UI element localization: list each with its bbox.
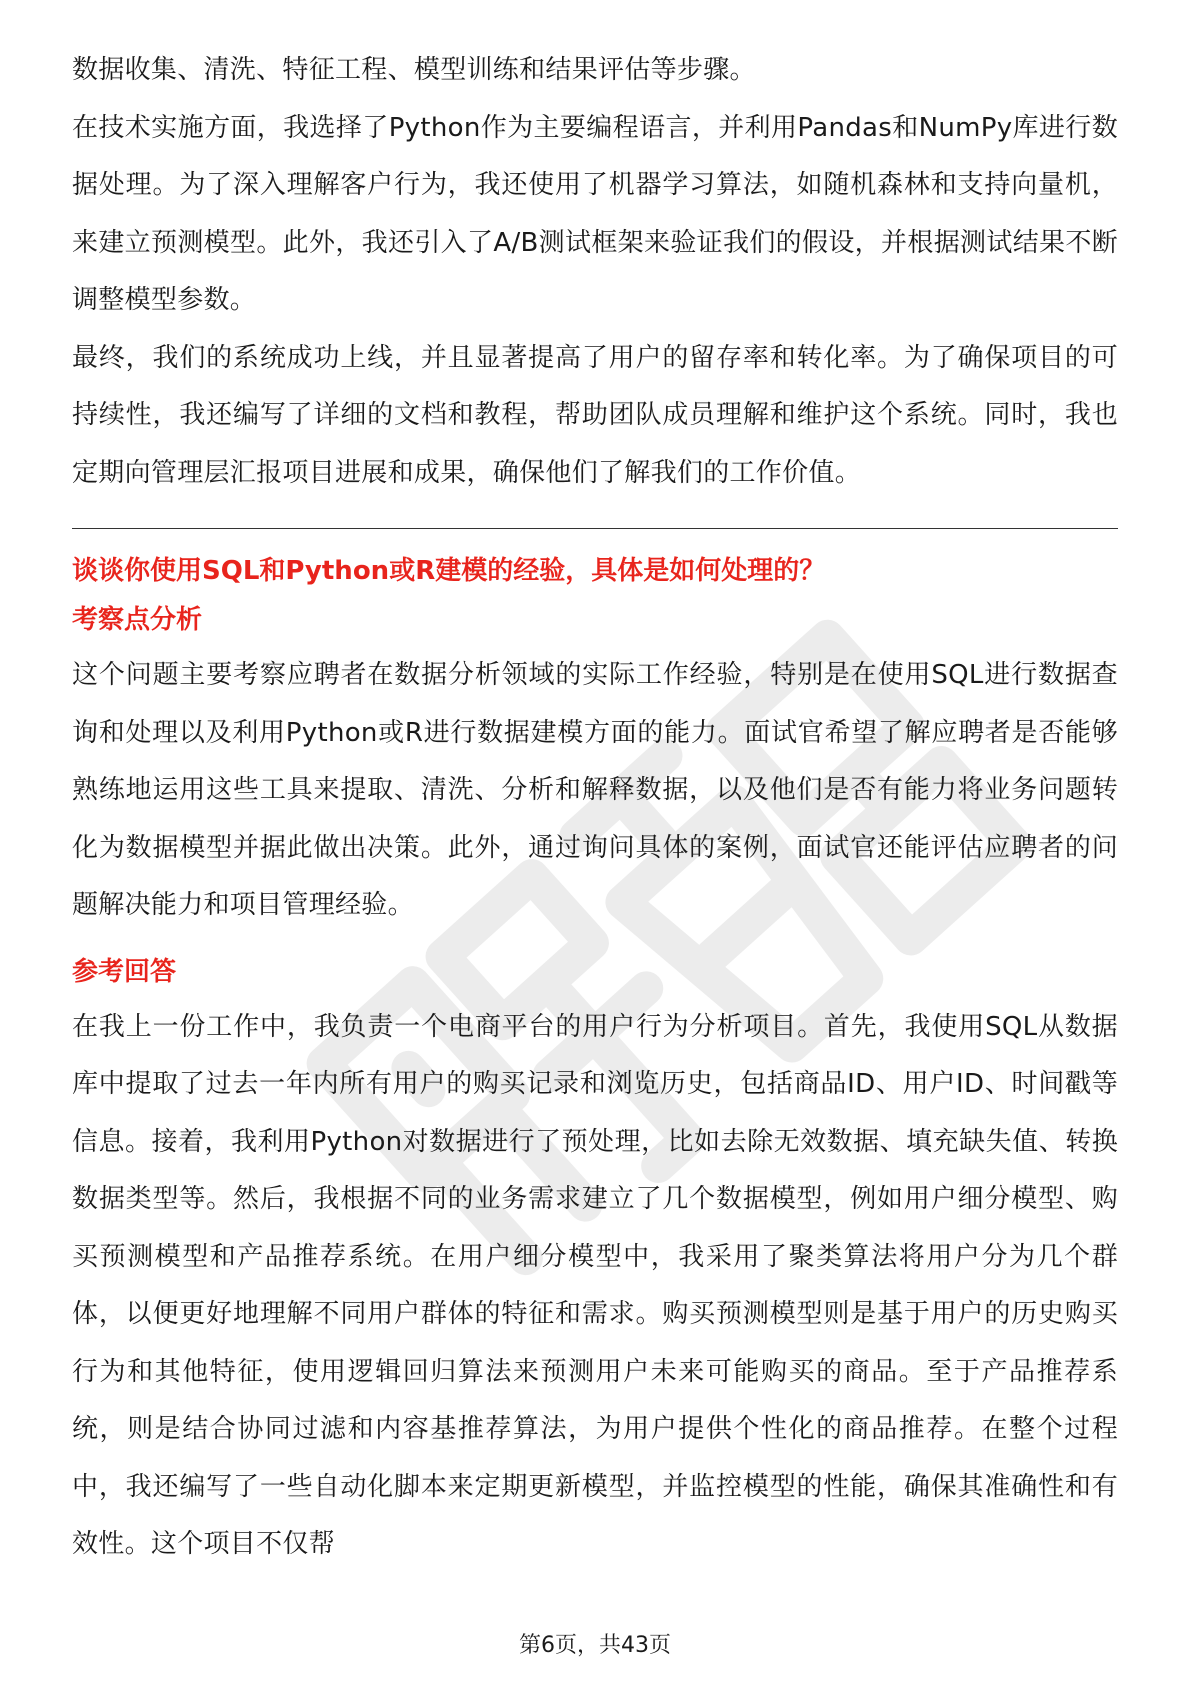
answer-heading: 参考回答 [72,956,177,987]
intro-paragraph-3: 最终，我们的系统成功上线，并且显著提高了用户的留存率和转化率。为了确保项目的可持续性，我还编写了详细的文档和教程，帮助团队成员理解和维护这个系统。同时，我也定期向管理层汇报项目进展和成果，确保他们了解我们的工作价值。 [72,342,1118,488]
section-gap [72,935,1118,951]
analysis-heading: 考察点分析 [72,605,203,635]
section-divider [72,528,1118,529]
question-title: 谈谈你使用SQL和Python或R建模的经验，具体是如何处理的？ [72,556,826,586]
analysis-text: 这个问题主要考察应聘者在数据分析领域的实际工作经验，特别是在使用SQL进行数据查询和处理以及利用Python或R进行数据建模方面的能力。面试官希望了解应聘者是否能够熟练地运用这些工具来提取、清洗、分析和解释数据，以及他们是否有能力将业务问题转化为数据模型并据此做出决策。此外，通过询问具体的案例，面试官还能评估应聘者的问题解决能力和项目管理经验。 [72,660,1118,920]
page-content [72,42,1118,1574]
intro-paragraph-1: 数据收集、清洗、特征工程、模型训练和结果评估等步骤。 [72,55,756,85]
intro-paragraph-2: 在技术实施方面，我选择了Python作为主要编程语言，并利用Pandas和NumPy库进行数据处理。为了深入理解客户行为，我还使用了机器学习算法，如随机森林和支持向量机，来建立预测模型。此外，我还引入了A/B测试框架来验证我们的假设，并根据测试结果不断调整模型参数。 [72,112,1118,315]
answer-text: 在我上一份工作中，我负责一个电商平台的用户行为分析项目。首先，我使用SQL从数据库中提取了过去一年内所有用户的购买记录和浏览历史，包括商品ID、用户ID、时间戳等信息。接着，我利用Python对数据进行了预处理，比如去除无效数据、填充缺失值、转换数据类型等。然后，我根据不同的业务需求建立了几个数据模型，例如用户细分模型、购买预测模型和产品推荐系统。在用户细分模型中，我采用了聚类算法将用户分为几个群体，以便更好地理解不同用户群体的特征和需求。购买预测模型则是基于用户的历史购买行为和其他特征，使用逻辑回归算法来预测用户未来可能购买的商品。至于产品推荐系统，则是结合协同过滤和内容基推荐算法，为用户提供个性化的商品推荐。在整个过程中，我还编写了一些自动化脚本来定期更新模型，并监控模型的性能，确保其准确性和有效性。这个项目不仅帮 [72,1011,1118,1559]
page-number-footer: 第6页，共43页 [519,1633,671,1658]
